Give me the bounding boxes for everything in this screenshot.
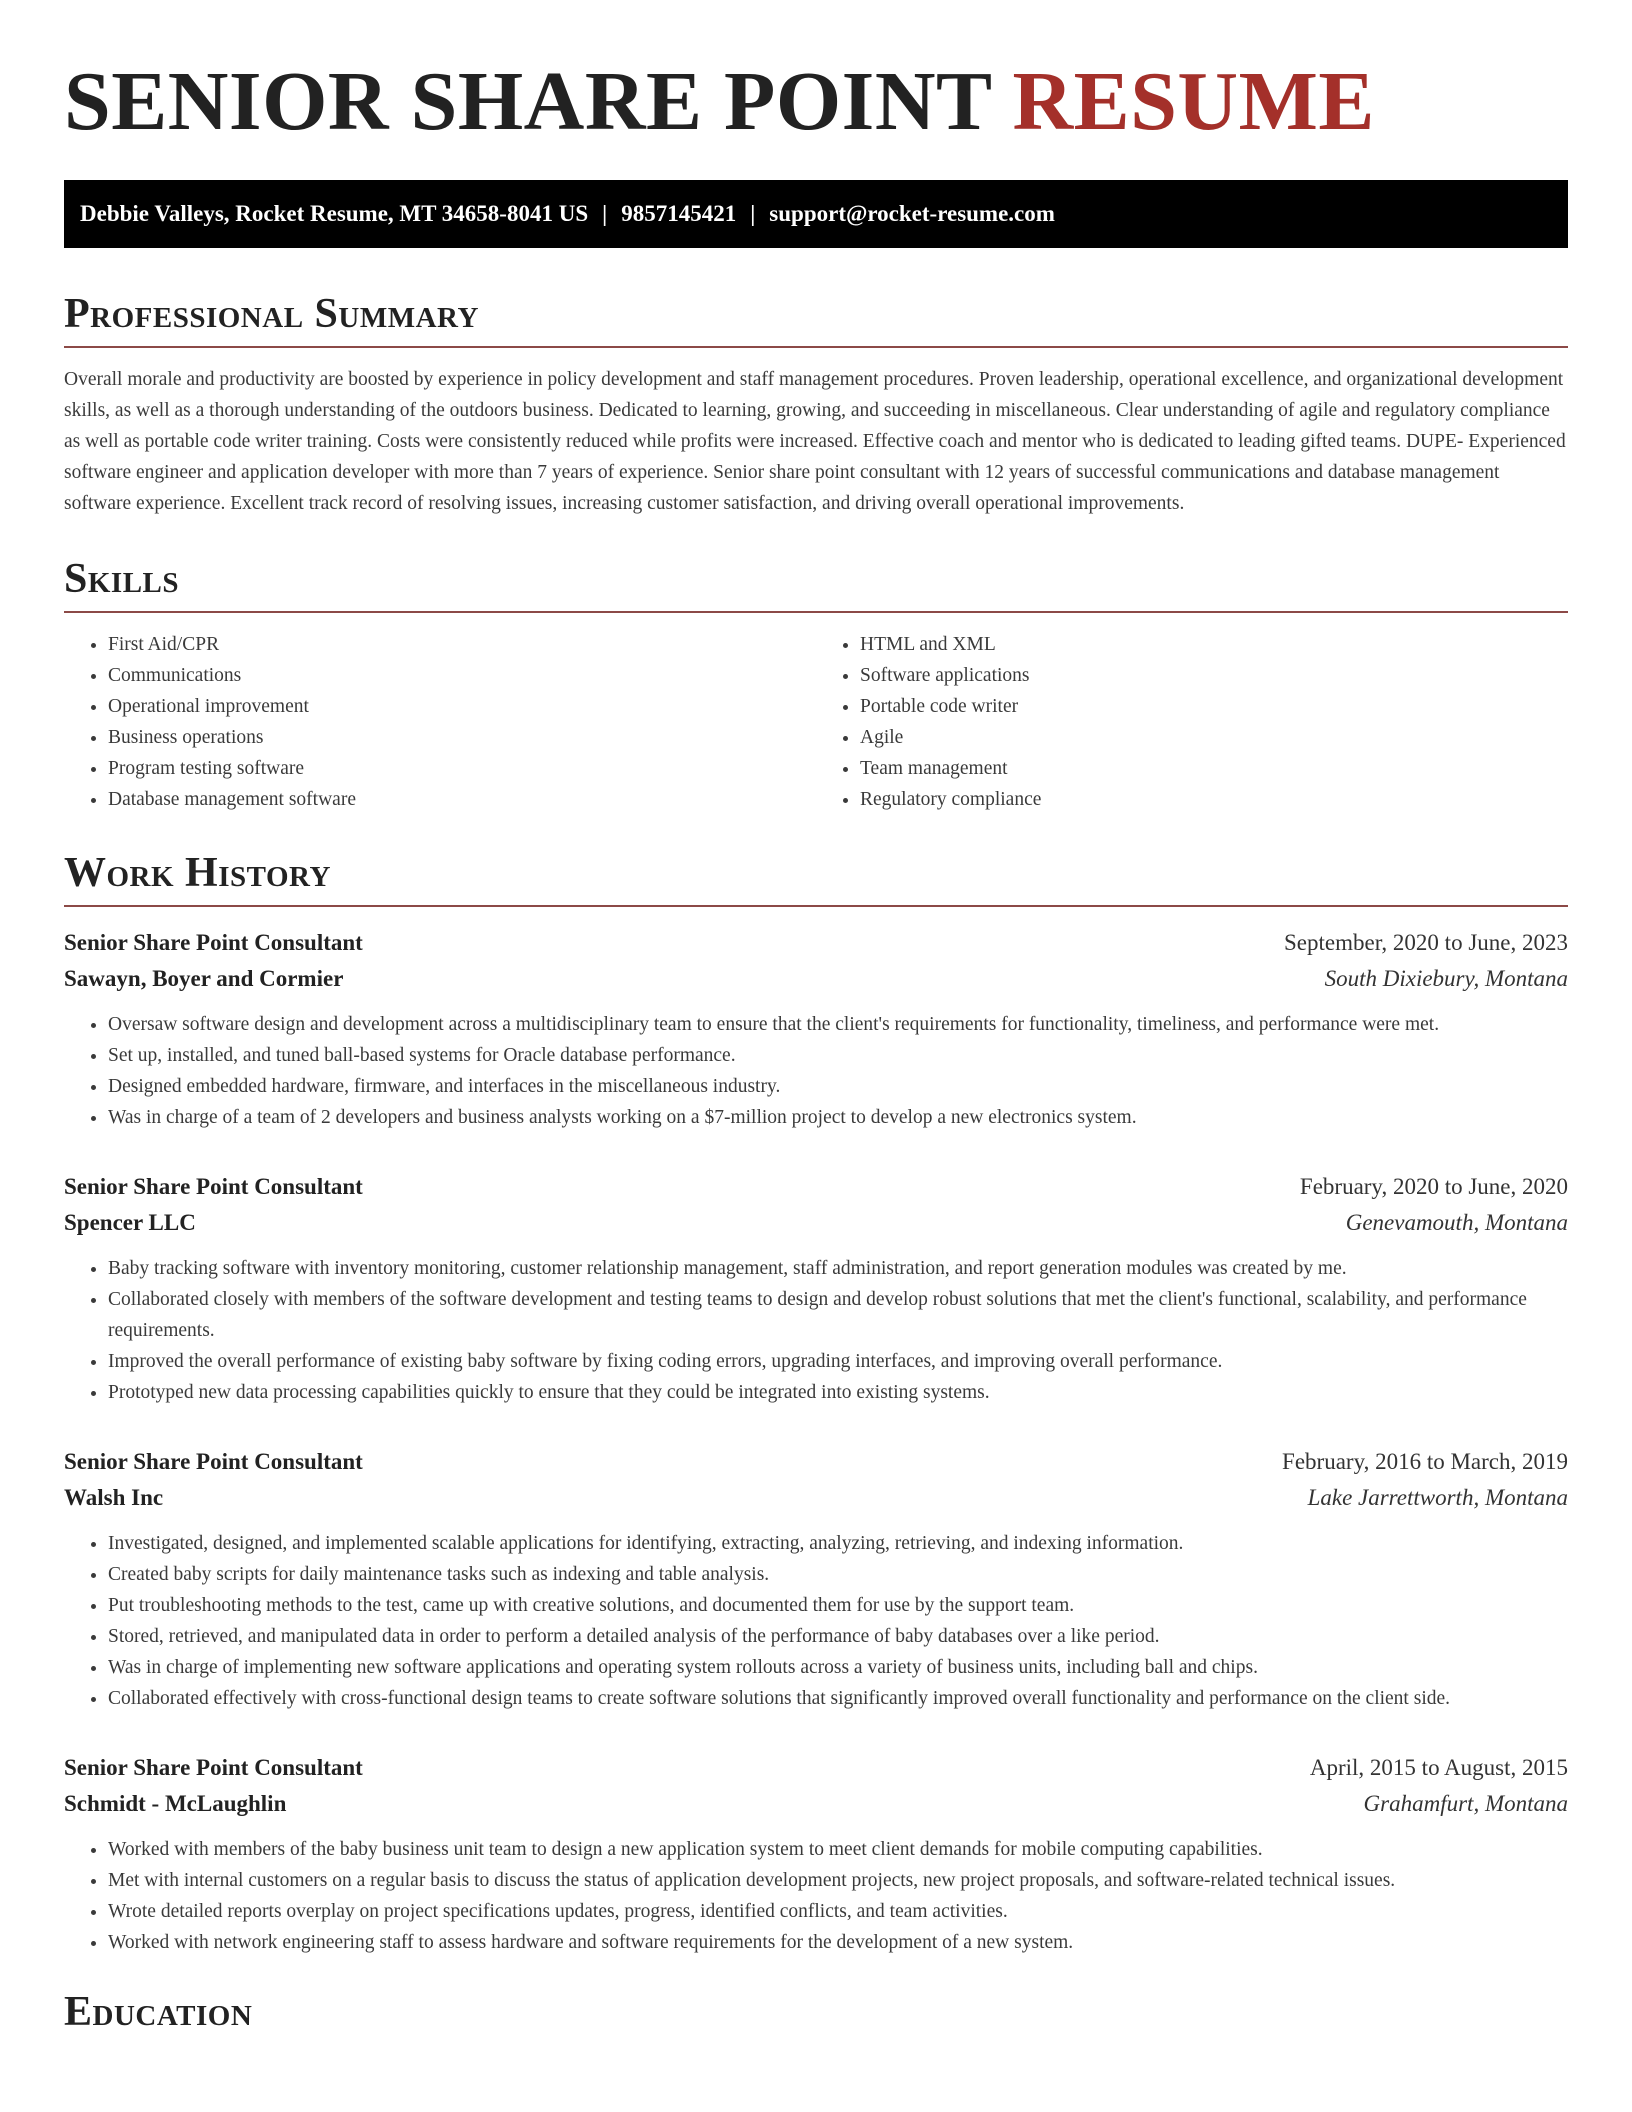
- job-company-row: [64, 1205, 1568, 1241]
- skills-heading: Skills: [64, 551, 1568, 613]
- skill-item: • Business operations: [108, 722, 816, 753]
- skill-item: • Team management: [860, 753, 1568, 784]
- skill-item: • Regulatory compliance: [860, 784, 1568, 815]
- job-bullet: • Collaborated effectively with cross-functional design teams to create software solutions that significantly improved overall functionality and performance on the client side.: [108, 1683, 1568, 1714]
- job-bullet: • Worked with network engineering staff to assess hardware and software requirements for the development of a new system.: [108, 1927, 1568, 1958]
- job-bullet: • Baby tracking software with inventory monitoring, customer relationship management, staff administration, and report generation modules was created by me.: [108, 1253, 1568, 1284]
- skill-item: • HTML and XML: [860, 629, 1568, 660]
- job-entry: [64, 1444, 1568, 1714]
- job-company-row: [64, 1480, 1568, 1516]
- job-bullet: • Wrote detailed reports overplay on project specifications updates, progress, identified conflicts, and team activities.: [108, 1896, 1568, 1927]
- title-main: SENIOR SHARE POINT: [64, 55, 992, 148]
- skills-list-right: [816, 629, 1568, 815]
- job-header-row: [64, 925, 1568, 961]
- job-company-row: [64, 961, 1568, 997]
- job-bullet: • Put troubleshooting methods to the test, came up with creative solutions, and documented them for use by the support team.: [108, 1590, 1568, 1621]
- skills-list-left: [64, 629, 816, 815]
- education-heading: Education: [64, 1989, 253, 2035]
- skill-item: • Program testing software: [108, 753, 816, 784]
- skill-item: • Portable code writer: [860, 691, 1568, 722]
- job-entry: [64, 1750, 1568, 1958]
- job-title: Senior Share Point Consultant: [64, 1174, 363, 1199]
- skills-grid: [64, 629, 1568, 815]
- job-header-row: [64, 1750, 1568, 1786]
- job-location: Genevamouth, Montana: [1345, 1210, 1568, 1235]
- job-bullet: • Designed embedded hardware, firmware, and interfaces in the miscellaneous industry.: [108, 1071, 1568, 1102]
- skill-item: • Operational improvement: [108, 691, 816, 722]
- job-dates: September, 2020 to June, 2023: [1284, 930, 1568, 955]
- job-bullet: • Stored, retrieved, and manipulated data in order to perform a detailed analysis of the performance of baby databases over a like period.: [108, 1621, 1568, 1652]
- job-bullet: • Investigated, designed, and implemented scalable applications for identifying, extracting, analyzing, retrieving, and indexing information.: [108, 1528, 1568, 1559]
- job-title: Senior Share Point Consultant: [64, 1449, 363, 1474]
- skill-item: • Database management software: [108, 784, 816, 815]
- job-bullet: • Was in charge of a team of 2 developers and business analysts working on a $7-million project to develop a new electronics system.: [108, 1102, 1568, 1133]
- skill-item: • Communications: [108, 660, 816, 691]
- job-bullet: • Collaborated closely with members of the software development and testing teams to design and develop robust solutions that met the client's functional, scalability, and performance requirements.: [108, 1284, 1568, 1346]
- job-dates: February, 2016 to March, 2019: [1282, 1449, 1568, 1474]
- resume-title: [64, 52, 1568, 152]
- job-bullets: [64, 1834, 1568, 1958]
- job-entry: [64, 1169, 1568, 1408]
- job-company: Schmidt - McLaughlin: [64, 1791, 287, 1816]
- job-title: Senior Share Point Consultant: [64, 930, 363, 955]
- job-dates: February, 2020 to June, 2020: [1299, 1174, 1568, 1199]
- summary-heading: Professional Summary: [64, 286, 1568, 348]
- job-company: Spencer LLC: [64, 1210, 196, 1235]
- job-bullet: • Oversaw software design and development across a multidisciplinary team to ensure that the client's requirements for functionality, timeliness, and performance were met.: [108, 1009, 1568, 1040]
- job-bullet: • Worked with members of the baby business unit team to design a new application system to meet client demands for mobile computing capabilities.: [108, 1834, 1568, 1865]
- job-bullet: • Was in charge of implementing new software applications and operating system rollouts across a variety of business units, including ball and chips.: [108, 1652, 1568, 1683]
- job-location: Lake Jarrettworth, Montana: [1307, 1485, 1568, 1510]
- job-bullets: [64, 1009, 1568, 1133]
- contact-address: Debbie Valleys, Rocket Resume, MT 34658-8041 US: [80, 201, 589, 226]
- job-title: Senior Share Point Consultant: [64, 1755, 363, 1780]
- contact-phone: 9857145421: [621, 201, 737, 226]
- job-bullet: • Met with internal customers on a regular basis to discuss the status of application development projects, new project proposals, and software-related technical issues.: [108, 1865, 1568, 1896]
- job-header-row: [64, 1444, 1568, 1480]
- job-bullets: [64, 1528, 1568, 1714]
- job-company-row: [64, 1786, 1568, 1822]
- job-bullet: • Created baby scripts for daily maintenance tasks such as indexing and table analysis.: [108, 1559, 1568, 1590]
- job-entry: [64, 925, 1568, 1133]
- job-company: Sawayn, Boyer and Cormier: [64, 966, 344, 991]
- work-history-heading: Work History: [64, 845, 1568, 907]
- job-dates: April, 2015 to August, 2015: [1309, 1755, 1568, 1780]
- skill-item: • Software applications: [860, 660, 1568, 691]
- education-section: [64, 1984, 1568, 2044]
- contact-email: support@rocket-resume.com: [769, 201, 1055, 226]
- job-bullets: [64, 1253, 1568, 1408]
- skill-item: • Agile: [860, 722, 1568, 753]
- contact-separator: |: [750, 201, 756, 226]
- job-location: South Dixiebury, Montana: [1324, 966, 1568, 991]
- job-bullet: • Improved the overall performance of existing baby software by fixing coding errors, upgrading interfaces, and improving overall performance.: [108, 1346, 1568, 1377]
- work-history-section: [64, 845, 1568, 1958]
- job-bullet: • Set up, installed, and tuned ball-based systems for Oracle database performance.: [108, 1040, 1568, 1071]
- summary-text: Overall morale and productivity are boosted by experience in policy development and staff management procedures. Proven leadership, operational excellence, and organizational development skills, as well as a thorough understanding of the outdoors business. Dedicated to learning, growing, and succeeding in miscellaneous. Clear understanding of agile and regulatory compliance as well as portable code writer training. Costs were consistently reduced while profits were increased. Effective coach and mentor who is dedicated to leading gifted teams. DUPE- Experienced software engineer and application developer with more than 7 years of experience. Senior share point consultant with 12 years of successful communications and database management software experience. Excellent track record of resolving issues, increasing customer satisfaction, and driving overall operational improvements.: [64, 369, 1566, 514]
- job-header-row: [64, 1169, 1568, 1205]
- contact-bar: [64, 180, 1568, 248]
- summary-section: [64, 286, 1568, 519]
- contact-separator: |: [602, 201, 608, 226]
- job-bullet: • Prototyped new data processing capabilities quickly to ensure that they could be integrated into existing systems.: [108, 1377, 1568, 1408]
- job-company: Walsh Inc: [64, 1485, 164, 1510]
- skills-section: [64, 551, 1568, 815]
- title-accent: RESUME: [1012, 55, 1375, 148]
- job-location: Grahamfurt, Montana: [1363, 1791, 1568, 1816]
- skill-item: • First Aid/CPR: [108, 629, 816, 660]
